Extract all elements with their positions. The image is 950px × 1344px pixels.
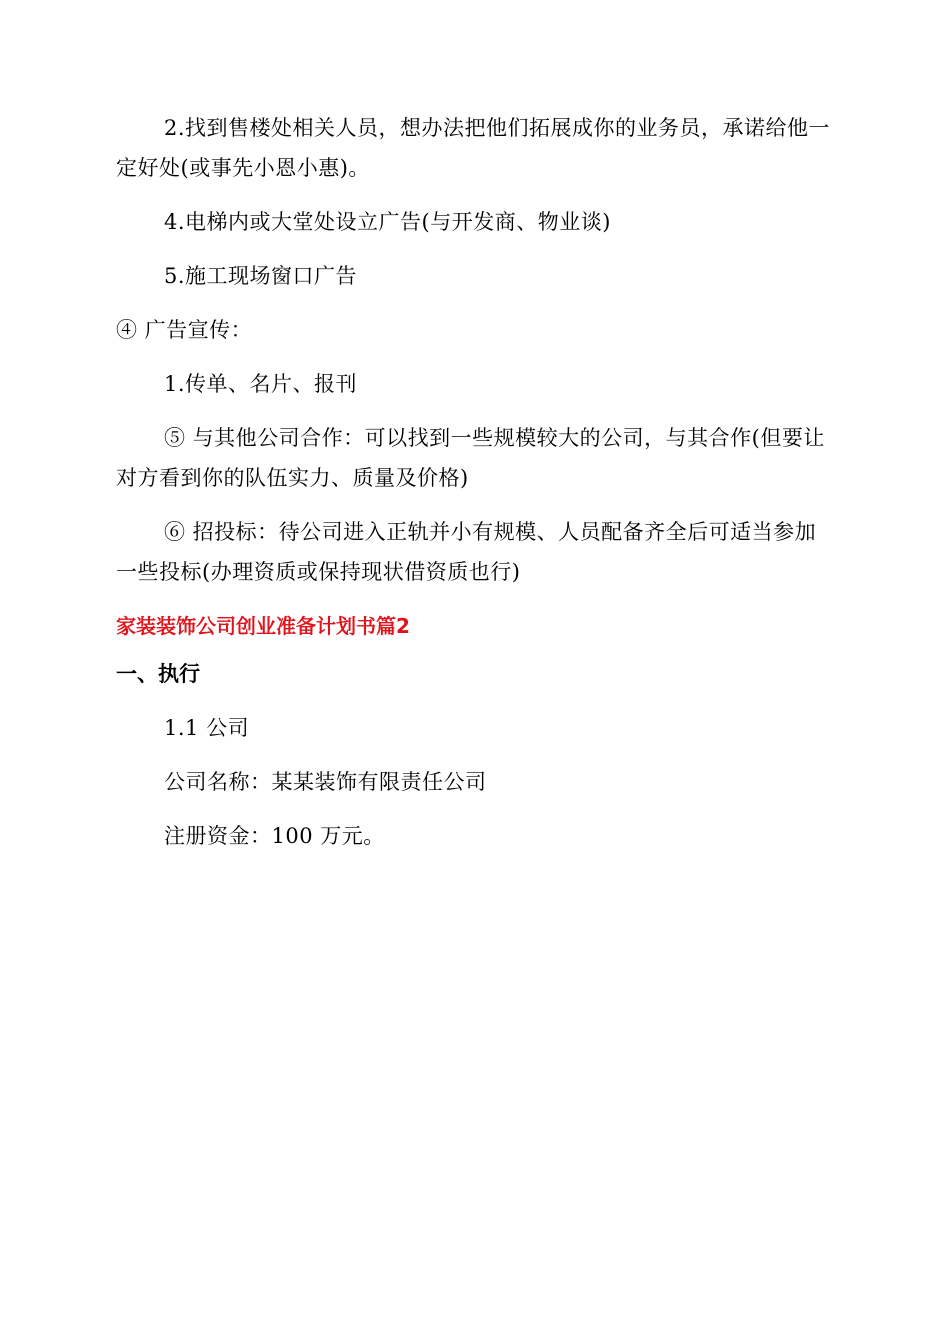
- item-1-1: 1.1 公司: [164, 716, 250, 740]
- paragraph-cooperation: ⑤ 与其他公司合作：可以找到一些规模较大的公司，与其合作(但要让对方看到你的队伍实力、质量及价格): [116, 426, 825, 490]
- paragraph-ad-item: 1.传单、名片、报刊: [164, 372, 358, 396]
- company-name: 公司名称：某某装饰有限责任公司: [164, 770, 487, 794]
- paragraph-sales-office: 2.找到售楼处相关人员，想办法把他们拓展成你的业务员，承诺给他一定好处(或事先小恩小惠)。: [116, 116, 831, 180]
- registered-capital: 注册资金：100 万元。: [164, 824, 385, 848]
- paragraph-elevator-ads: 4.电梯内或大堂处设立广告(与开发商、物业谈): [164, 210, 611, 234]
- section-title: 家装装饰公司创业准备计划书篇2: [116, 614, 410, 638]
- paragraph-site-window-ads: 5.施工现场窗口广告: [164, 264, 358, 288]
- paragraph-bidding: ⑥ 招投标：待公司进入正轨并小有规模、人员配备齐全后可适当参加一些投标(办理资质或保持现状借资质也行): [116, 520, 817, 584]
- ad-heading: ④ 广告宣传：: [116, 318, 253, 342]
- subsection-title: 一、执行: [116, 662, 200, 686]
- document-page: [116, 108, 832, 870]
